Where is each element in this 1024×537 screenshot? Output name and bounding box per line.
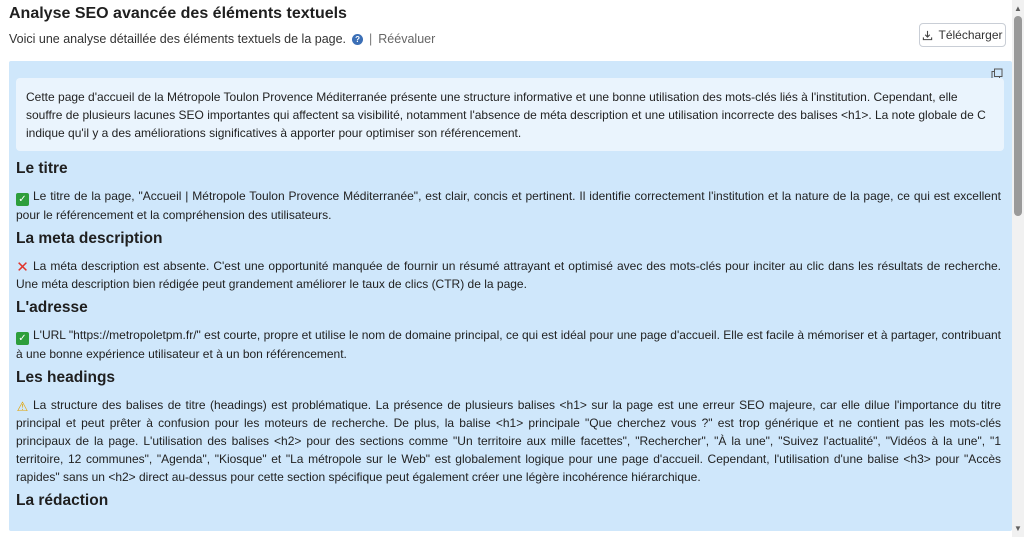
subtitle-row	[9, 32, 435, 46]
separator: |	[369, 32, 373, 46]
download-icon	[922, 30, 933, 41]
vertical-scrollbar[interactable]	[1012, 0, 1024, 537]
cross-icon: ✕	[16, 259, 29, 276]
scroll-up-arrow-icon[interactable]: ▲	[1014, 4, 1022, 13]
section-text	[16, 326, 1001, 363]
section-body: Le titre de la page, "Accueil | Métropole Toulon Provence Méditerranée", est clair, concis et pertinent. Il identifie correctement l'institution et la nature de la page, ce qui est excellent pour le référencement et la compréhension des utilisateurs.	[16, 189, 1001, 222]
analysis-content	[16, 160, 1001, 519]
section-address	[16, 299, 1001, 363]
section-heading: Le titre	[16, 160, 68, 177]
help-icon[interactable]: ?	[352, 34, 363, 45]
section-text	[16, 257, 1001, 293]
download-label: Télécharger	[938, 28, 1003, 42]
scrollbar-thumb[interactable]	[1014, 16, 1022, 216]
warning-icon: ⚠	[16, 399, 29, 414]
header	[0, 0, 1012, 56]
section-heading: Les headings	[16, 369, 116, 386]
section-meta-description	[16, 230, 1001, 293]
section-heading: La rédaction	[16, 492, 109, 509]
reevaluate-link[interactable]: Réévaluer	[378, 32, 436, 46]
section-title	[16, 160, 1001, 224]
subtitle-text: Voici une analyse détaillée des éléments textuels de la page.	[9, 32, 347, 46]
scroll-down-arrow-icon[interactable]: ▼	[1014, 524, 1022, 533]
section-text	[16, 187, 1001, 224]
download-button[interactable]	[919, 23, 1006, 47]
section-writing	[16, 492, 1001, 510]
section-body: La méta description est absente. C'est une opportunité manquée de fournir un résumé attrayant et optimisé avec des mots-clés pour inciter au clic dans les résultats de recherche. Une méta description bien rédigée peut grandement améliorer le taux de clics (CTR) de la page.	[16, 259, 1001, 291]
section-body: La structure des balises de titre (headings) est problématique. La présence de plusieurs balises <h1> sur la page est une erreur SEO majeure, car elle dilue l'importance du titre principal et peut prêter à confusion pour les moteurs de recherche. De plus, la balise <h1> principale "Que cherchez vous ?" est trop générique et ne contient pas les mots-clés principaux de la page. L'utilisation des balises <h2> pour des sections comme "Un territoire aux mille facettes", "Rechercher", "À la une", "Suivez l'actualité", "Vidéos à la une", "1 territoire, 12 communes", "Agenda", "Kiosque" et "La métropole sur le Web" est globalement logique pour une page d'accueil. Cependant, l'utilisation d'une balise <h3> pour "Accès rapides" sans un <h2> direct au-dessus pour cette section spécifique peut également créer une légère incohérence hiérarchique.	[16, 398, 1001, 484]
summary-box: Cette page d'accueil de la Métropole Toulon Provence Méditerranée présente une structure informative et une bonne utilisation des mots-clés liés à l'institution. Cependant, elle souffre de plusieurs lacunes SEO importantes qui affectent sa visibilité, notamment l'absence de méta description et une utilisation incorrecte des balises <h1>. La note globale de C indique qu'il y a des améliorations significatives à apporter pour optimiser son référencement.	[16, 78, 1004, 151]
section-heading: L'adresse	[16, 299, 88, 316]
section-body: L'URL "https://metropoletpm.fr/" est courte, propre et utilise le nom de domaine principal, ce qui est idéal pour une page d'accueil. Elle est facile à mémoriser et à partager, contribuant à une bonne expérience utilisateur et à un bon référencement.	[16, 328, 1001, 361]
page-title: Analyse SEO avancée des éléments textuels	[9, 5, 347, 22]
section-heading: La meta description	[16, 230, 163, 247]
check-icon: ✓	[16, 193, 29, 206]
check-icon: ✓	[16, 332, 29, 345]
section-text	[16, 396, 1001, 486]
analysis-panel	[9, 61, 1012, 531]
section-headings	[16, 369, 1001, 486]
